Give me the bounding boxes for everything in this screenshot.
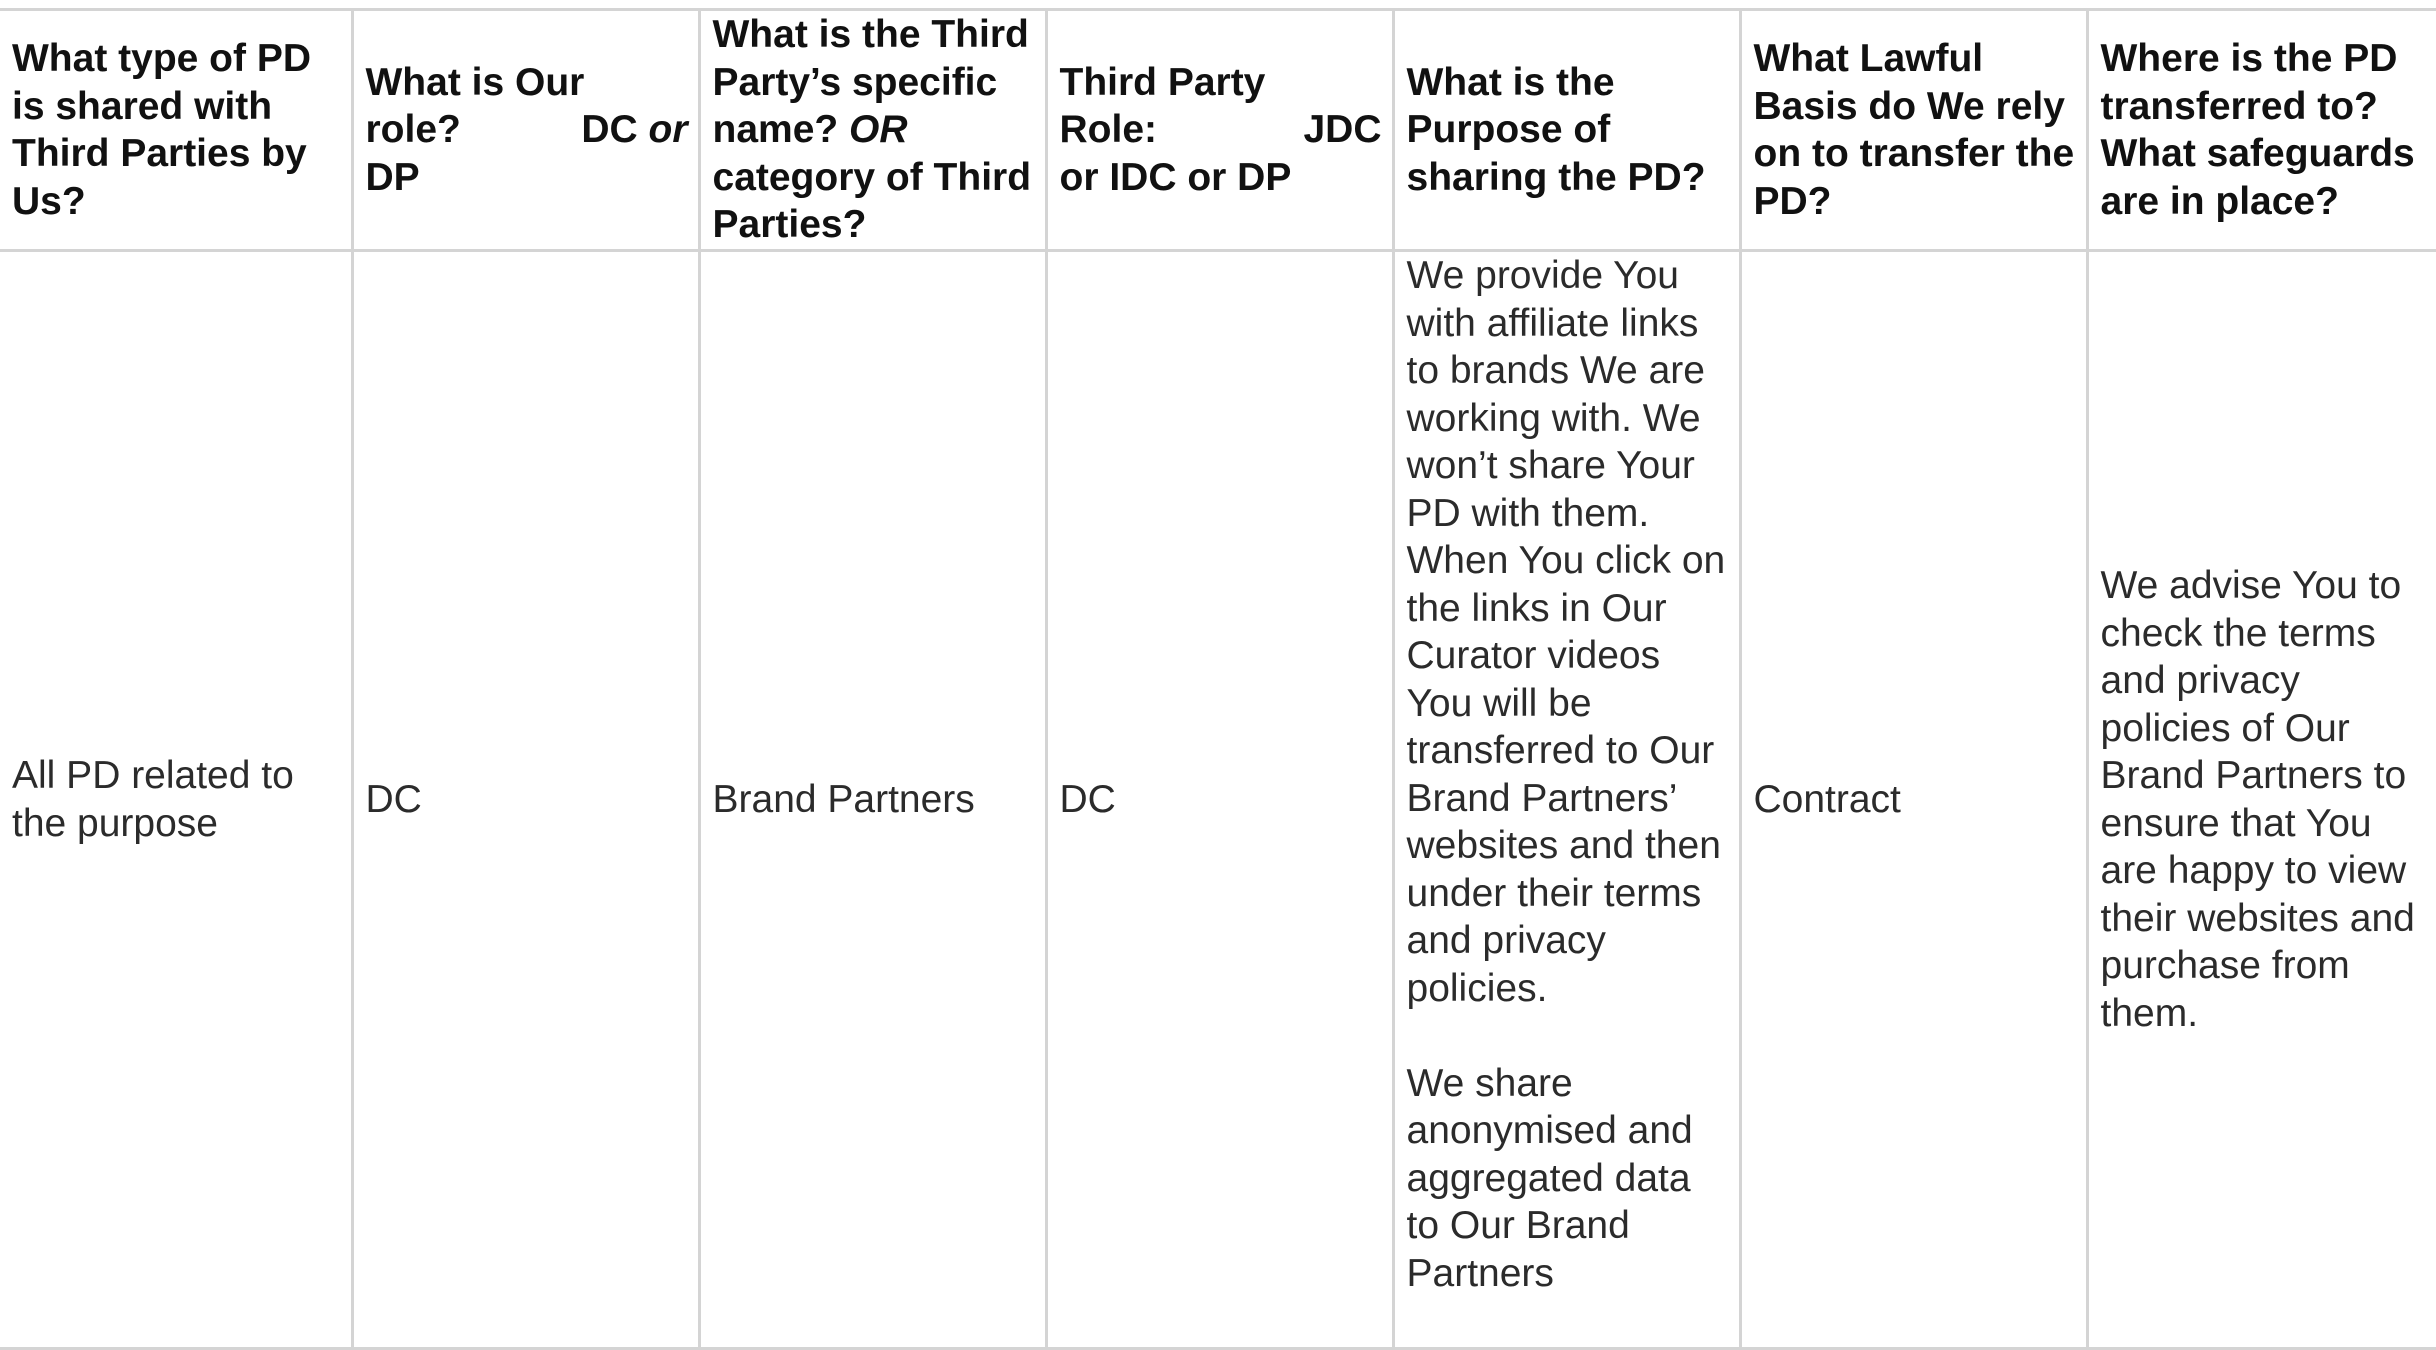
header-our-role-dc: DC bbox=[581, 108, 638, 152]
cell-third-party-name: Brand Partners bbox=[699, 251, 1046, 1349]
header-pd-type-text: What type of PD is shared with Third Parties by Us? bbox=[12, 37, 311, 223]
header-third-party-role bbox=[1046, 10, 1393, 251]
header-third-party-role-line3: or IDC or DP bbox=[1059, 155, 1292, 199]
cell-purpose bbox=[1393, 251, 1740, 1349]
header-transfer-safeguards bbox=[2087, 10, 2436, 251]
header-our-role-line2 bbox=[366, 106, 688, 154]
header-our-role-question: role? bbox=[365, 108, 461, 152]
header-our-role bbox=[352, 10, 699, 251]
header-transfer-safeguards-text: Where is the PD transferred to? What safeguards are in place? bbox=[2100, 37, 2415, 223]
header-our-role-line1: What is Our bbox=[365, 60, 585, 104]
cell-third-party-role: DC bbox=[1046, 251, 1393, 1349]
table-header-row bbox=[0, 10, 2436, 251]
header-purpose bbox=[1393, 10, 1740, 251]
header-our-role-line3: DP bbox=[365, 155, 420, 199]
header-lawful-basis-text: What Lawful Basis do We rely on to transfer the PD? bbox=[1753, 37, 2075, 223]
cell-purpose-paragraph-1: We provide You with affiliate links to brands We are working with. We won’t share Your PD with them. When You click on the links in Our Curator videos You will be transferred to Our Brand Partners’ websites and then under their terms and privacy policies. bbox=[1406, 254, 1726, 1010]
cell-our-role: DC bbox=[352, 251, 699, 1349]
header-our-role-or: or bbox=[648, 108, 688, 152]
cell-transfer-safeguards: We advise You to check the terms and privacy policies of Our Brand Partners to ensure that You are happy to view their websites and purchase from them. bbox=[2087, 251, 2436, 1349]
header-third-party-role-line2 bbox=[1060, 106, 1382, 154]
header-purpose-text: What is the Purpose of sharing the PD? bbox=[1406, 60, 1706, 199]
header-our-role-options bbox=[581, 106, 687, 154]
header-third-party-role-jdc: JDC bbox=[1303, 108, 1382, 152]
header-third-party-name-or: OR bbox=[849, 108, 908, 152]
table-row bbox=[0, 251, 2436, 1349]
header-third-party-name bbox=[699, 10, 1046, 251]
header-third-party-name-part2: category of Third Parties? bbox=[712, 155, 1032, 247]
header-third-party-role-line1: Third Party bbox=[1059, 60, 1266, 104]
cell-purpose-paragraph-2: We share anonymised and aggregated data to Our Brand Partners bbox=[1406, 1061, 1693, 1295]
data-sharing-table-container bbox=[0, 8, 2436, 1350]
third-party-sharing-table bbox=[0, 8, 2436, 1350]
cell-lawful-basis: Contract bbox=[1740, 251, 2087, 1349]
header-third-party-role-label: Role: bbox=[1059, 108, 1157, 152]
header-third-party-name-part1: What is the Third Party’s specific name? bbox=[712, 13, 1029, 152]
cell-pd-type: All PD related to the purpose bbox=[0, 251, 352, 1349]
header-pd-type bbox=[0, 10, 352, 251]
header-lawful-basis bbox=[1740, 10, 2087, 251]
